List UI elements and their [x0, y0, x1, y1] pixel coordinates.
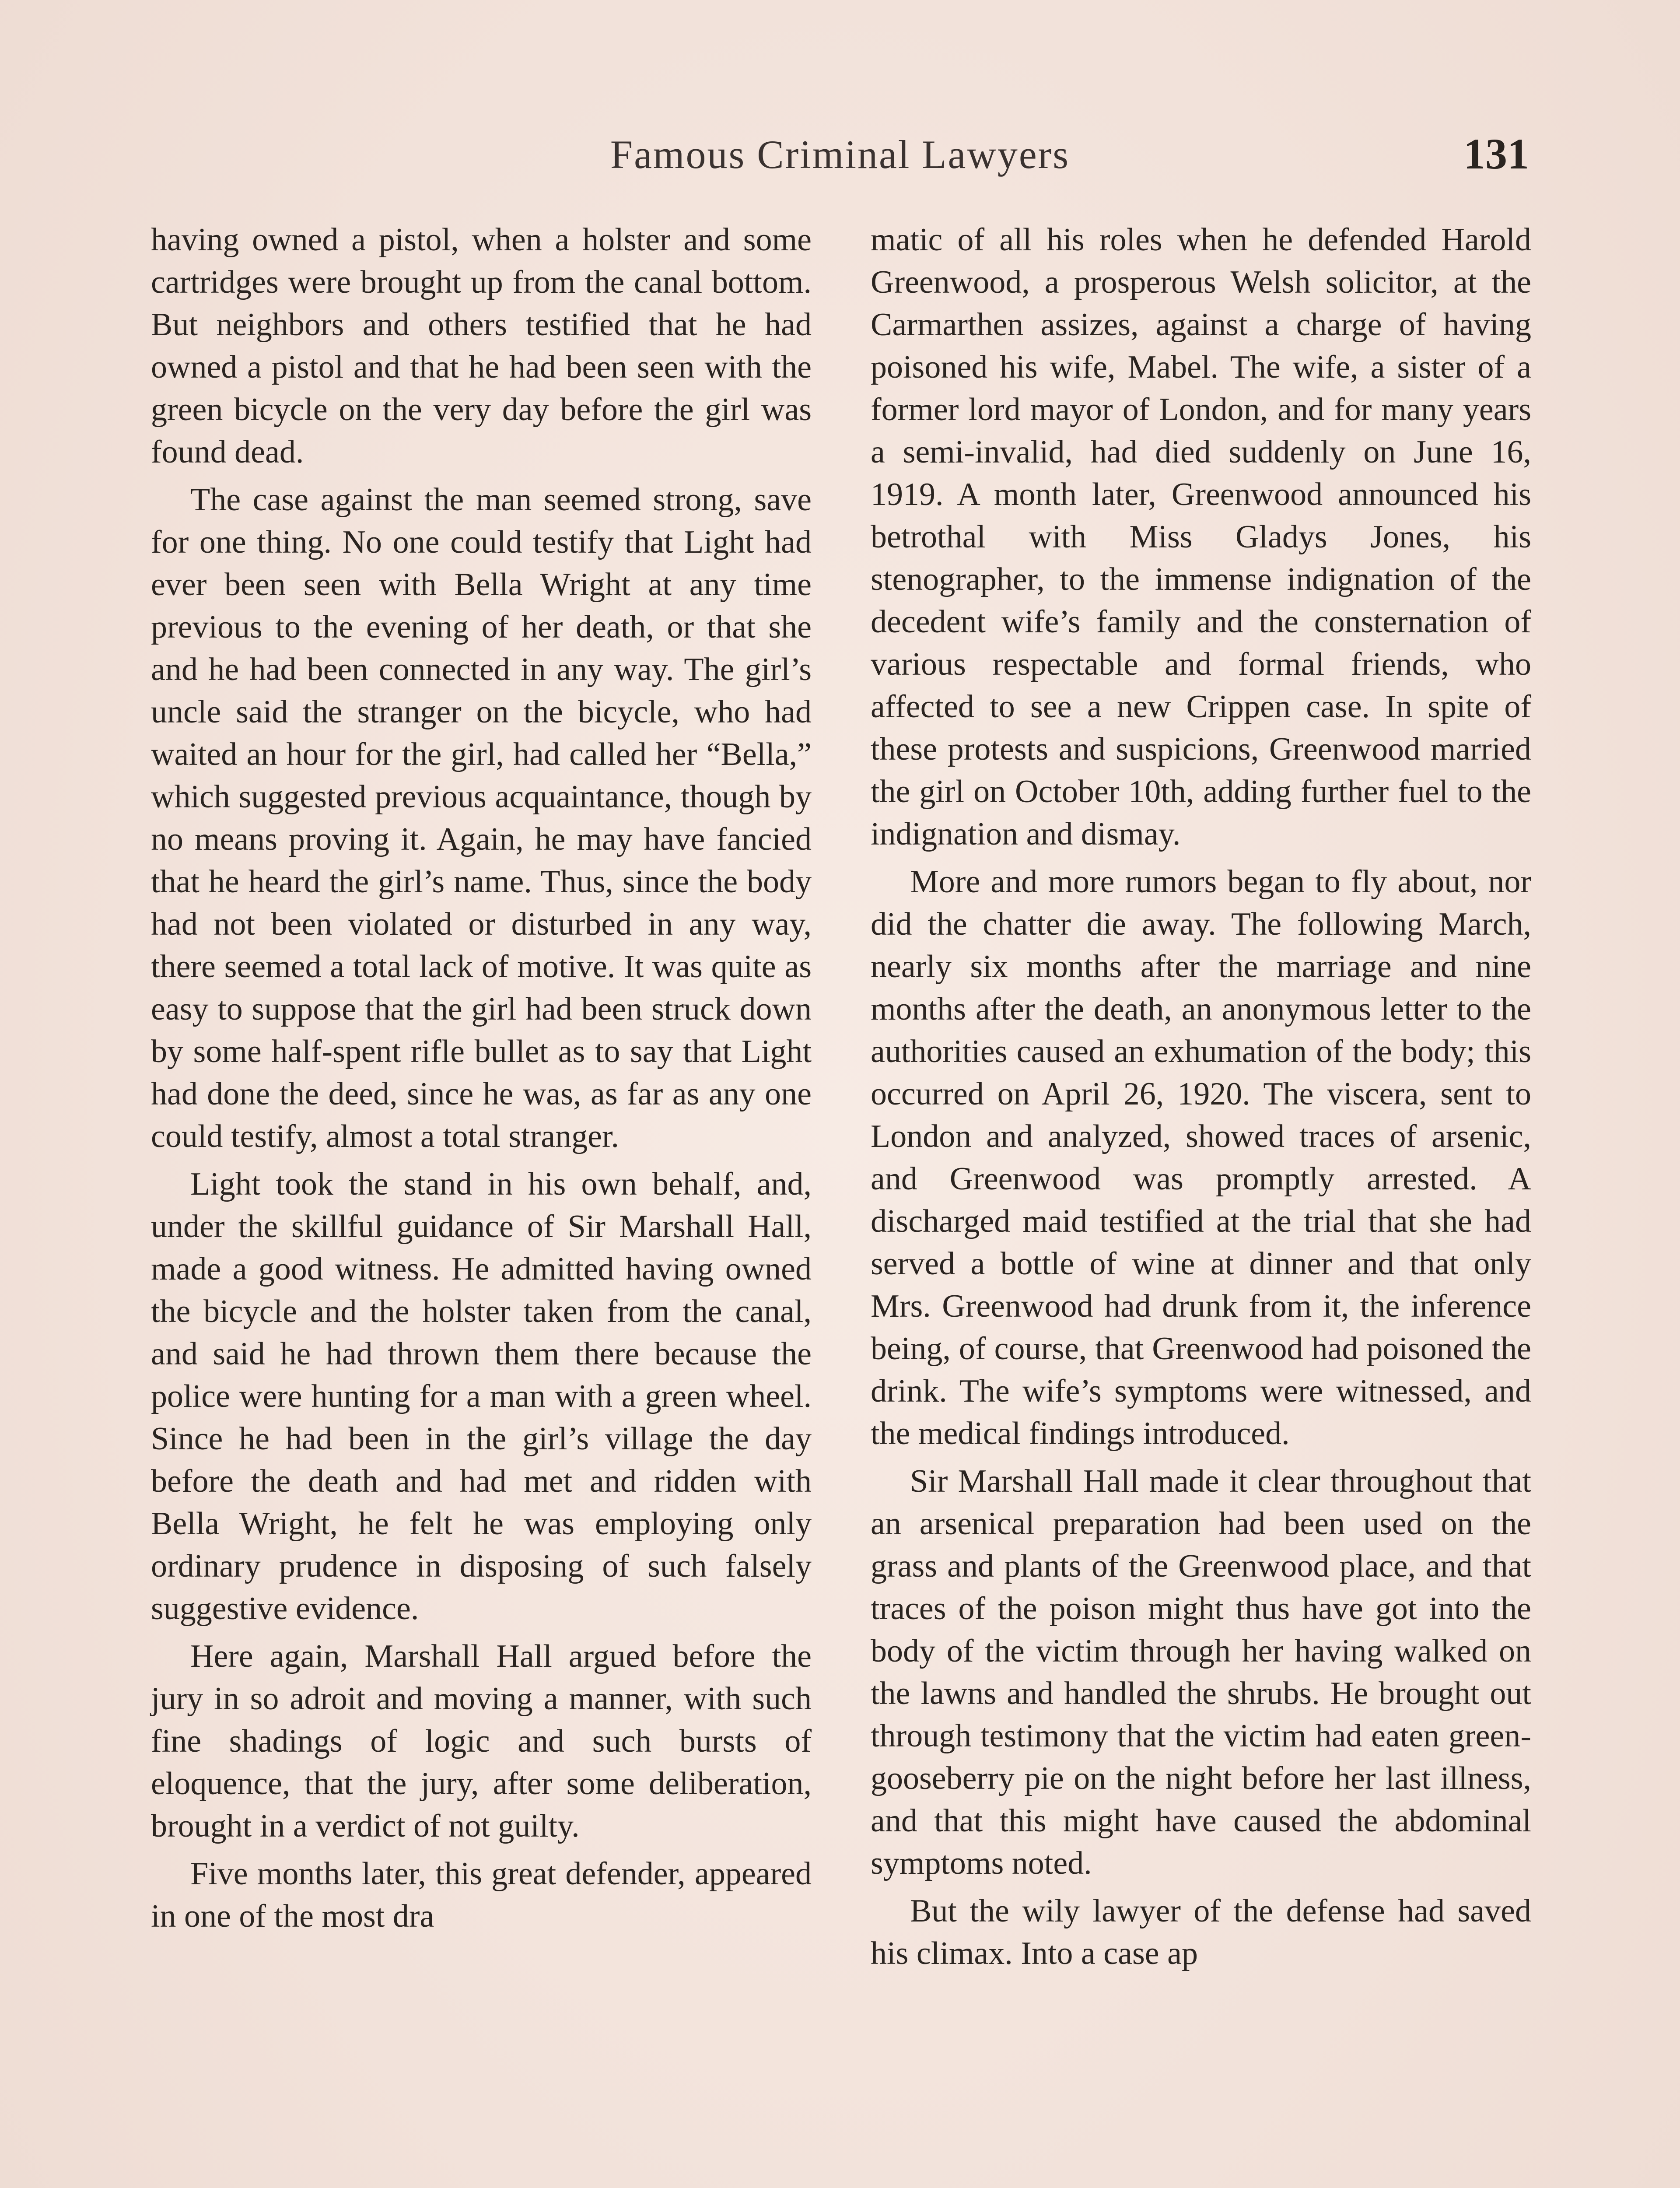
paragraph: Sir Marshall Hall made it clear throughout that an arsenical preparation had been used on the grass and plants of the Greenwood place, and that traces of the poison might thus have got into the body of the victim through her having walked on the lawns and handled the shrubs. He brought out through testimony that the victim had eaten green-gooseberry pie on the night before her last illness, and that this might have caused the abdominal symptoms noted.: [871, 1463, 1531, 1881]
running-head: [151, 131, 1529, 184]
paragraph: Here again, Marshall Hall argued before the jury in so adroit and moving a manner, with such fine shadings of logic and such bursts of eloquence, that the jury, after some deliberation, brought in a verdict of not guilty.: [151, 1638, 812, 1844]
right-column: [871, 219, 1531, 2188]
running-title: Famous Criminal Lawyers: [610, 132, 1070, 177]
paragraph: More and more rumors began to fly about, nor did the chatter die away. The following March, nearly six months after the marriage and nine months after the death, an anonymous letter to the authorities caused an exhumation of the body; this occurred on April 26, 1920. The viscera, sent to London and analyzed, showed traces of arsenic, and Greenwood was promptly arrested. A discharged maid testified at the trial that she had served a bottle of wine at dinner and that only Mrs. Greenwood had drunk from it, the inference being, of course, that Greenwood had poisoned the drink. The wife’s symptoms were witnessed, and the medical findings introduced.: [871, 864, 1531, 1452]
page-number: 131: [1463, 130, 1529, 178]
paragraph: matic of all his roles when he defended Harold Greenwood, a prosperous Welsh solicitor, at the Carmarthen assizes, against a charge of having poisoned his wife, Mabel. The wife, a sister of a former lord mayor of London, and for many years a semi-invalid, had died suddenly on June 16, 1919. A month later, Greenwood announced his betrothal with Miss Gladys Jones, his stenographer, to the immense indignation of the decedent wife’s family and the consternation of various respectable and formal friends, who affected to see a new Crippen case. In spite of these protests and suspicions, Greenwood married the girl on October 10th, adding further fuel to the indignation and dismay.: [871, 222, 1531, 852]
paragraph: having owned a pistol, when a holster and some cartridges were brought up from the canal bottom. But neighbors and others testified that he had owned a pistol and that he had been seen with the green bicycle on the very day before the girl was found dead.: [151, 222, 812, 470]
paragraph: Light took the stand in his own behalf, and, under the skillful guidance of Sir Marshall Hall, made a good witness. He admitted having owned the bicycle and the holster taken from the canal, and said he had thrown them there because the police were hunting for a man with a green wheel. Since he had been in the girl’s village the day before the death and had met and ridden with Bella Wright, he felt he was employing only ordinary prudence in disposing of such falsely suggestive evidence.: [151, 1166, 812, 1627]
paragraph: But the wily lawyer of the defense had saved his climax. Into a case ap: [871, 1893, 1531, 1971]
paragraph: The case against the man seemed strong, save for one thing. No one could testify that Light had ever been seen with Bella Wright at any time previous to the evening of her death, or that she and he had been connected in any way. The girl’s uncle said the stranger on the bicycle, who had waited an hour for the girl, had called her “Bella,” which suggested previous acquaintance, though by no means proving it. Again, he may have fancied that he heard the girl’s name. Thus, since the body had not been violated or disturbed in any way, there seemed a total lack of motive. It was quite as easy to suppose that the girl had been struck down by some half-spent rifle bullet as to say that Light had done the deed, since he was, as far as any one could testify, almost a total stranger.: [151, 482, 812, 1154]
paragraph: Five months later, this great defender, appeared in one of the most dra: [151, 1856, 812, 1934]
text-columns: [151, 219, 1531, 2188]
left-column: [151, 219, 812, 2188]
